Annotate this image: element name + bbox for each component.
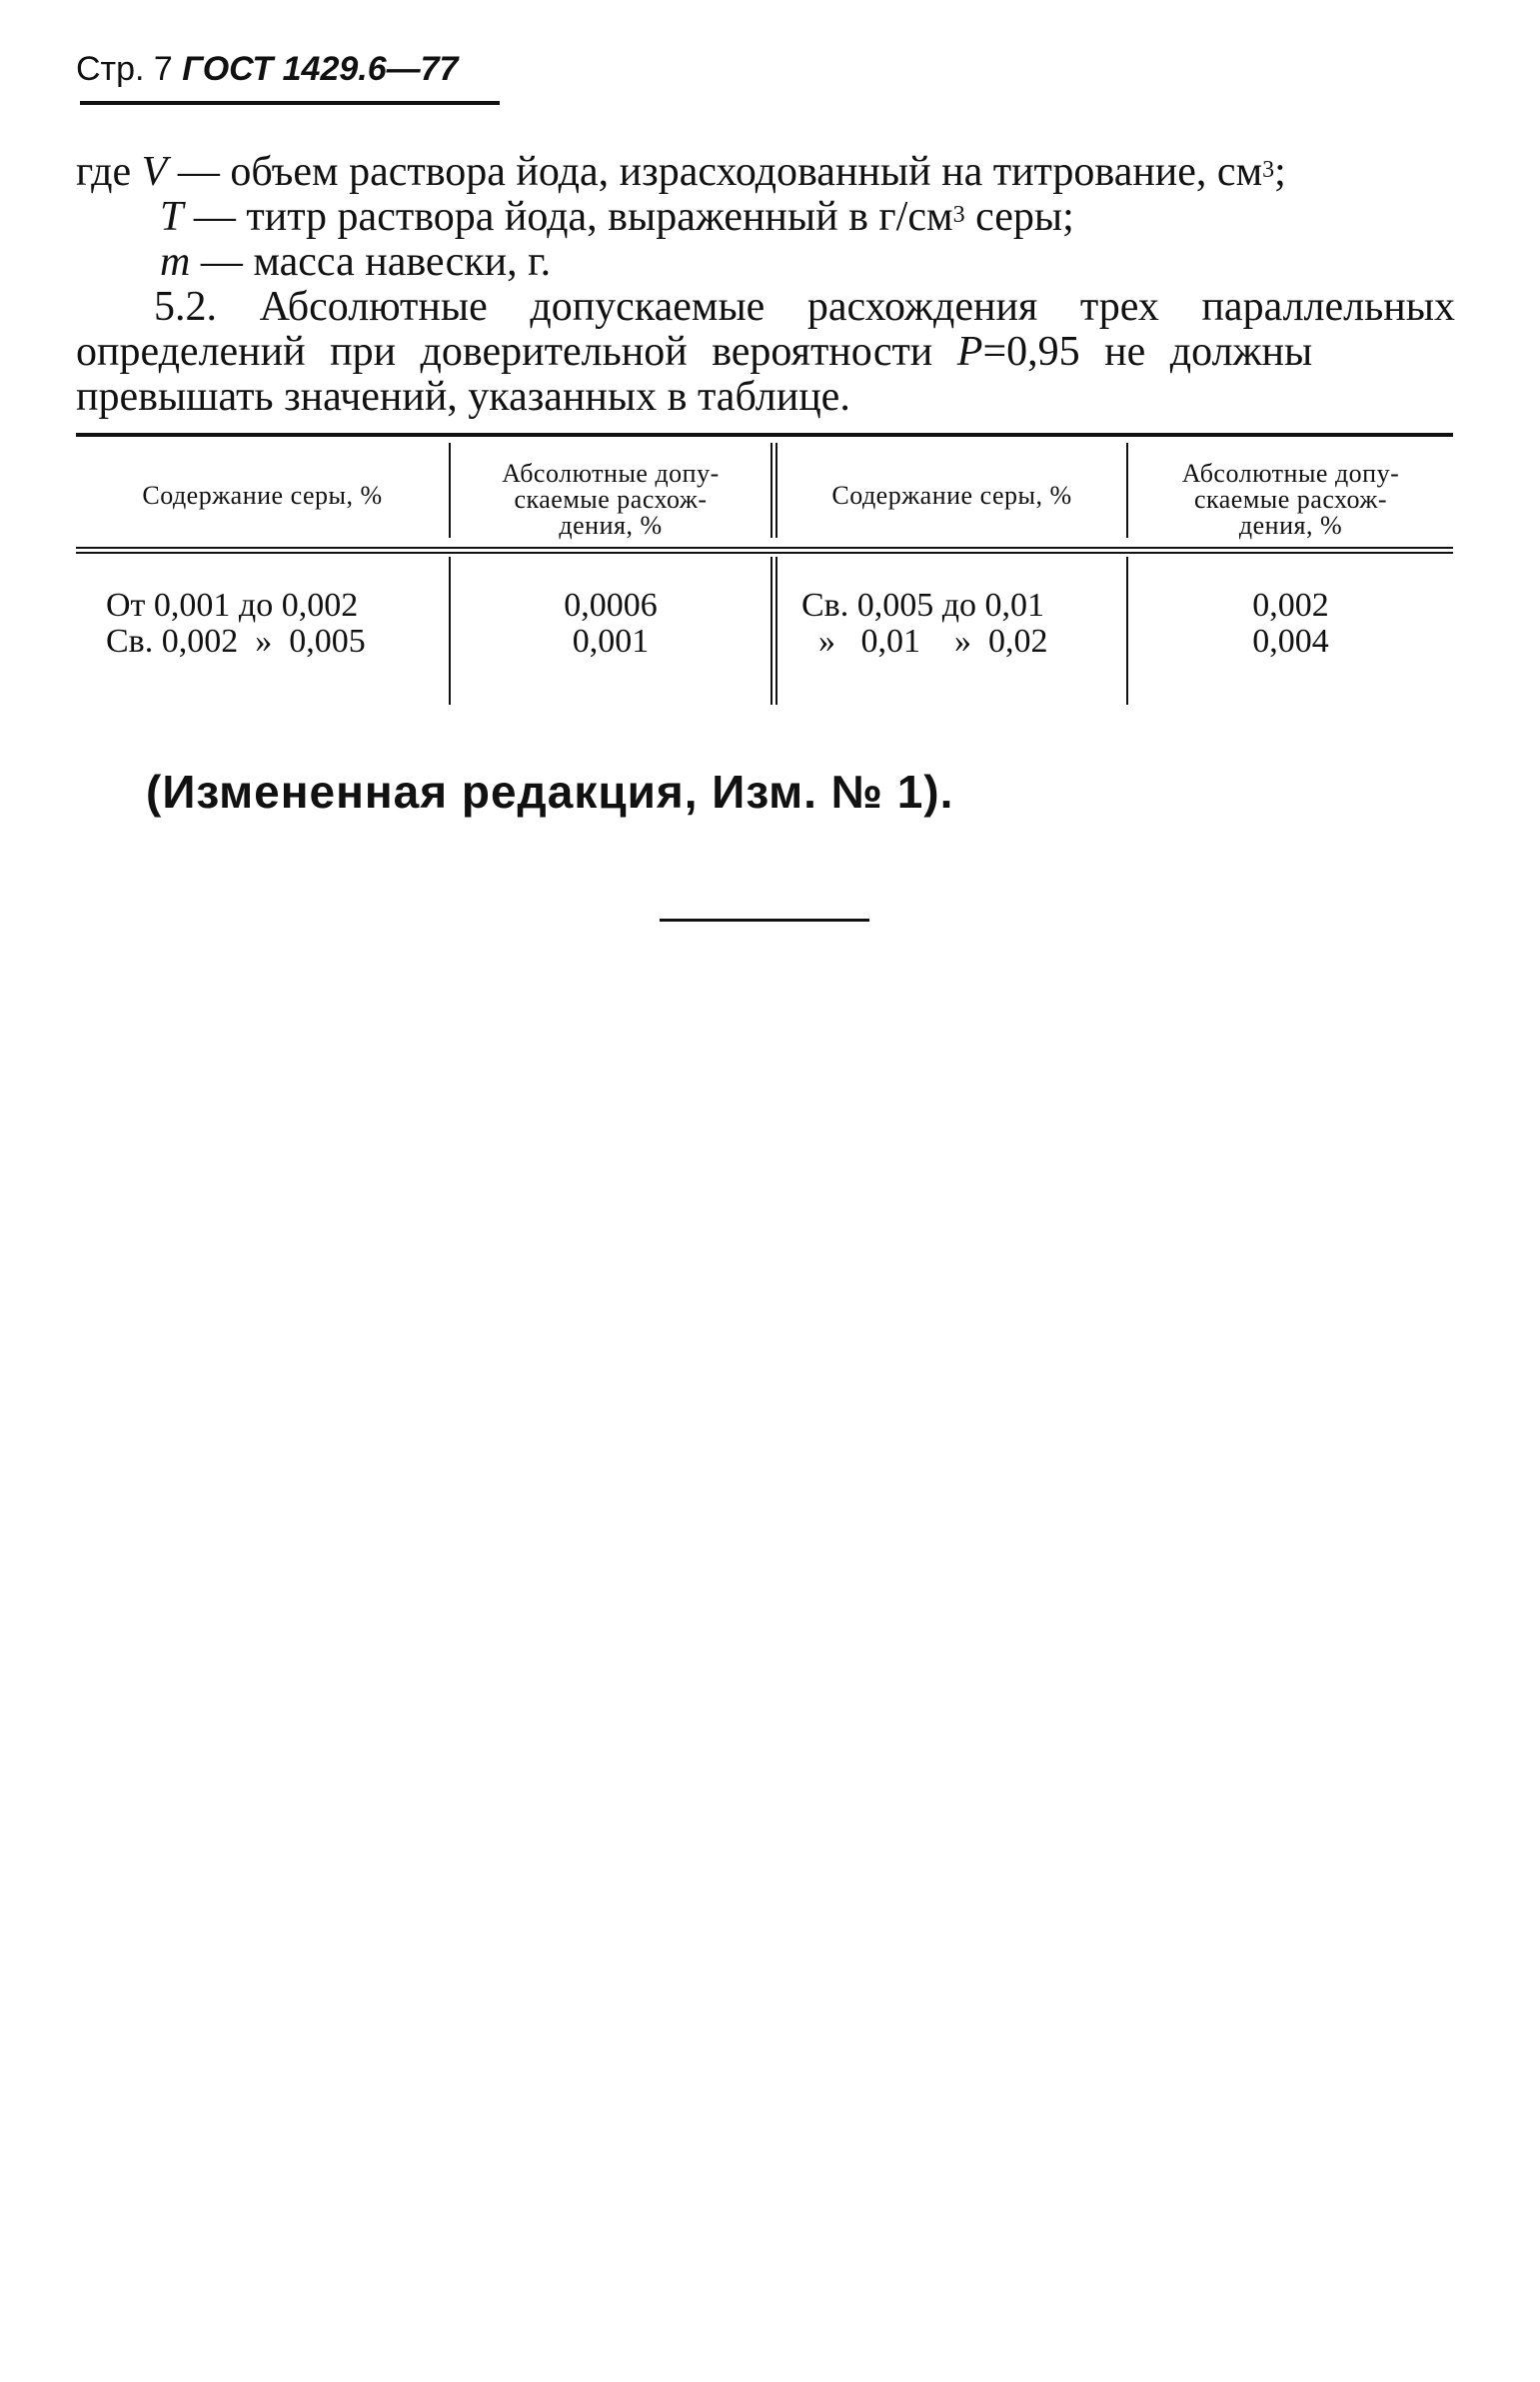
header-tolerance: Абсолютные допу- скаемые расхож- дения, % (1181, 459, 1400, 540)
paragraph-line-3 (76, 375, 1455, 420)
divider (770, 443, 772, 538)
table-cell: 0,004 (1252, 623, 1329, 660)
header-rule-2 (76, 552, 1453, 554)
symbol-m: m (160, 239, 191, 285)
page-number: Стр. 7 (76, 50, 173, 88)
definition-m (76, 240, 1455, 285)
table-cell: 0,001 (572, 623, 650, 660)
superscript: 3 (1262, 157, 1275, 183)
table-cell: 0,002 (1252, 587, 1329, 624)
word: Абсолютные (259, 284, 488, 330)
body-text (76, 150, 1455, 420)
table-cell: » 0,01 » 0,02 (801, 623, 1048, 660)
word: расхождения (806, 284, 1038, 330)
paragraph-line-1 (76, 285, 1455, 330)
definition-lead: где (76, 149, 142, 195)
definition-tail: серы; (964, 194, 1074, 240)
definition-text: — титр раствора йода, выраженный в г/см (183, 194, 953, 240)
page-header (76, 50, 458, 89)
amendment-note: (Измененная редакция, Изм. № 1). (146, 766, 954, 818)
header-rule (80, 101, 500, 105)
table-top-rule (76, 433, 1453, 437)
definition-tail: ; (1274, 149, 1286, 195)
definition-t (76, 195, 1455, 240)
paragraph-text: превышать значений, указанных в таблице. (76, 374, 850, 420)
left-value-column (451, 588, 770, 660)
table-cell: Св. 0,002 » 0,005 (106, 623, 366, 660)
header-tolerance: Абсолютные допу- скаемые расхож- дения, % (502, 459, 720, 540)
word: трех (1079, 284, 1159, 330)
table-cell: Св. 0,005 до 0,01 (801, 587, 1045, 624)
header-sulfur-content: Содержание серы, % (142, 481, 383, 510)
standard-number: ГОСТ 1429.6—77 (182, 50, 459, 88)
symbol-t: T (160, 194, 184, 240)
definition-text: — объем раствора йода, израсходованный на титрование, см (167, 149, 1263, 195)
header-rule-1 (76, 547, 1453, 549)
right-content-column (801, 588, 1048, 660)
right-value-column (1128, 588, 1453, 660)
paragraph-text: определений при доверительной вероятности (76, 329, 957, 375)
paragraph-text: =0,95 не должны (982, 329, 1313, 375)
symbol-p: P (956, 329, 983, 375)
symbol-v: V (141, 149, 168, 195)
table-cell: От 0,001 до 0,002 (106, 587, 359, 624)
definition-text: — масса навески, г. (190, 239, 552, 285)
superscript: 3 (952, 202, 965, 228)
word: 5.2. (154, 284, 217, 330)
header-sulfur-content: Содержание серы, % (831, 481, 1072, 510)
end-rule (660, 919, 869, 922)
left-content-column (106, 588, 366, 660)
word: допускаемые (530, 284, 766, 330)
paragraph-line-2 (76, 330, 1455, 375)
tolerance-table (76, 433, 1453, 713)
definition-v (76, 150, 1455, 195)
divider (775, 557, 777, 705)
word: параллельных (1201, 284, 1455, 330)
table-cell: 0,0006 (564, 587, 658, 624)
divider (770, 557, 772, 705)
